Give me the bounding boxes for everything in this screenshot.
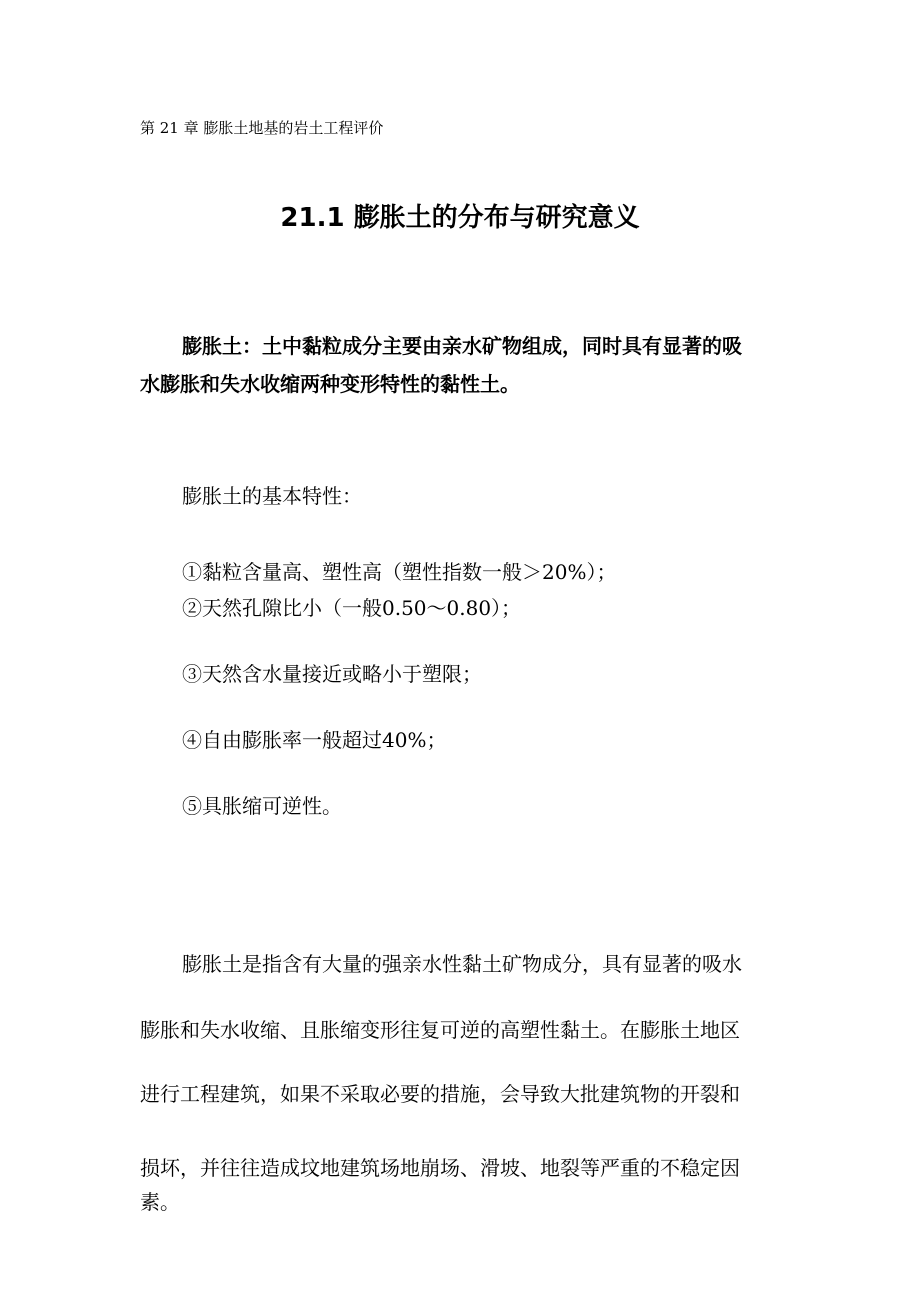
paragraph-line: 膨胀土是指含有大量的强亲水性黏土矿物成分，具有显著的吸水 (182, 952, 742, 976)
paragraph-line: 进行工程建筑，如果不采取必要的措施，会导致大批建筑物的开裂和 (140, 1082, 740, 1106)
definition-line: 水膨胀和失水收缩两种变形特性的黏性土。 (140, 372, 520, 396)
property-item: ④自由膨胀率一般超过40%； (182, 728, 447, 752)
paragraph-line: 素。 (140, 1190, 180, 1214)
property-item: ③天然含水量接近或略小于塑限； (182, 662, 482, 686)
paragraph-line: 损坏，并往往造成坟地建筑场地崩场、滑坡、地裂等严重的不稳定因 (140, 1156, 740, 1180)
section-title: 21.1 膨胀土的分布与研究意义 (280, 203, 640, 233)
property-item: ②天然孔隙比小（一般0.50～0.80）； (182, 596, 522, 620)
paragraph-line: 膨胀和失水收缩、且胀缩变形往复可逆的高塑性黏土。在膨胀土地区 (140, 1018, 740, 1042)
chapter-header: 第 21 章 膨胀土地基的岩土工程评价 (140, 119, 384, 137)
definition-line: 膨胀土：土中黏粒成分主要由亲水矿物组成，同时具有显著的吸 (182, 334, 742, 358)
property-item: ①黏粒含量高、塑性高（塑性指数一般＞20%）； (182, 560, 617, 584)
properties-heading: 膨胀土的基本特性： (182, 484, 362, 508)
property-item: ⑤具胀缩可逆性。 (182, 794, 342, 818)
